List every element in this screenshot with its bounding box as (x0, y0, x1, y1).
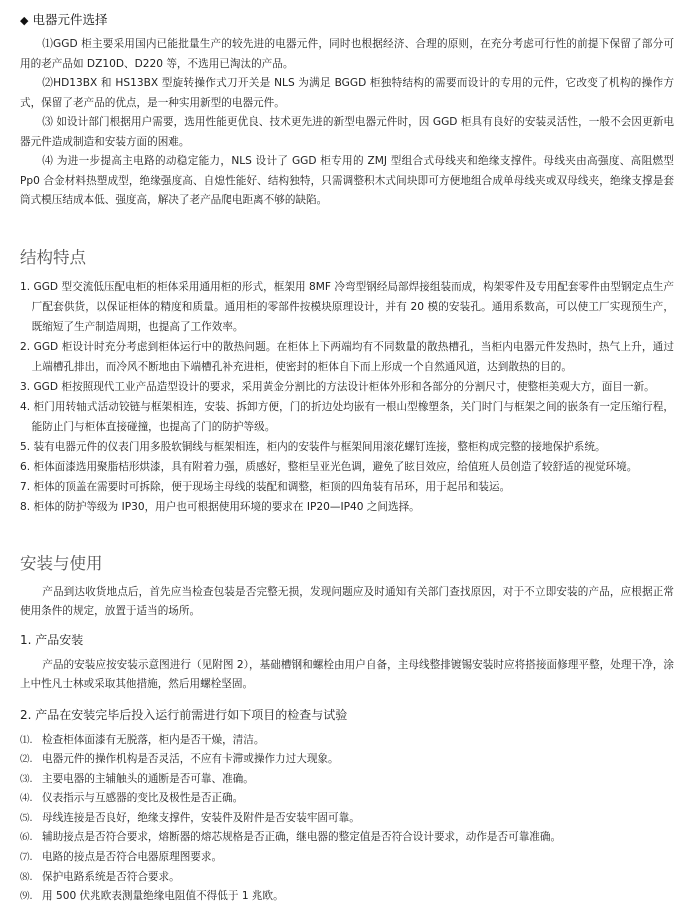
list-item: ⑷. 仪表指示与互感器的变比及极性是否正确。 (20, 792, 244, 805)
list-item: ⑴. 检查柜体面漆有无脱落，柜内是否干燥，清洁。 (20, 733, 265, 746)
list-item: ⑵. 电器元件的操作机构是否灵活，不应有卡滞或操作力过大现象。 (20, 753, 339, 766)
installation-intro: 产品到达收货地点后，首先应当检查包装是否完整无损，发现问题应及时通知有关部门查找原因，对于不立即安装的产品，应根据正常使用条件的规定，放置于适当的场所。 (20, 585, 674, 617)
structure-section (20, 247, 674, 517)
list-item: 1. GGD 型交流低压配电柜的柜体采用通用柜的形式，框架用 8MF 冷弯型钢经局部焊接组装而成，构架零件及专用配套零件由型钢定点生产厂配套供货，以保证柜体的精度和质量。通用柜的零部件按模块原理设计，并有 20 模的安装孔。通用系数高，可以使工厂实现预生产，既缩短了生产制造周期，也提高了工作效率。 (20, 280, 674, 333)
diamond-bullet-icon: ◆ (20, 14, 29, 27)
list-item: 2. GGD 柜设计时充分考虑到柜体运行中的散热问题。在柜体上下两端均有不同数量的散热槽孔，当柜内电器元件发热时，热气上升，通过上端槽孔排出，而冷风不断地由下端槽孔补充进柜，使密封的柜体自下而上形成一个自然通风道，达到散热的目的。 (20, 340, 674, 373)
paragraph: ⑷ 为进一步提高主电路的动稳定能力，NLS 设计了 GGD 柜专用的 ZMJ 型组合式母线夹和绝缘支撑件。母线夹由高强度、高阻燃型 Pp0 合金材料热塑成型，绝缘强度高、自熄性能好、结构独特，只需调整积木式间块即可方便地组合成单母线夹或双母线夹，绝缘支撑是套筒式模压结成本低、强度高，解决了老产品爬电距离不够的缺陷。 (20, 155, 674, 206)
list-item: 5. 装有电器元件的仪表门用多股软铜线与框架相连，柜内的安装件与框架间用滚花螺钉连接，整柜构成完整的接地保护系统。 (20, 440, 606, 453)
paragraph: ⑴GGD 柜主要采用国内已能批量生产的较先进的电器元件，同时也根据经济、合理的原则，在充分考虑可行性的前提下保留了部分可用的老产品如 DZ10D、D220 等，不选用已淘汰的产品。 (20, 38, 674, 70)
inspection-list (20, 731, 674, 907)
installation-section (20, 553, 674, 907)
list-item: 3. GGD 柜按照现代工业产品造型设计的要求，采用黄金分割比的方法设计柜体外形和各部分的分割尺寸，使整柜美观大方，面目一新。 (20, 380, 655, 393)
installation-heading: 安装与使用 (20, 553, 103, 573)
list-item: 6. 柜体面漆选用聚脂桔形烘漆，具有附着力强，质感好，整柜呈亚光色调，避免了眩目效应，给值班人员创造了较舒适的视觉环境。 (20, 460, 638, 473)
list-item: ⑼. 用 500 伏兆欧表测量绝缘电阻值不得低于 1 兆欧。 (20, 890, 284, 903)
product-installation-title: 1. 产品安装 (20, 632, 84, 647)
list-item: ⑹. 辅助接点是否符合要求，熔断器的熔芯规格是否正确，继电器的整定值是否符合设计要求，动作是否可靠准确。 (20, 831, 562, 844)
list-item: 4. 柜门用转轴式活动铰链与框架相连，安装、拆卸方便，门的折边处均嵌有一根山型橡塑条，关门时门与框架之间的嵌条有一定压缩行程，能防止门与柜体直接碰撞，也提高了门的防护等级。 (20, 400, 674, 433)
structure-list (20, 277, 674, 517)
list-item: ⑶. 主要电器的主辅触头的通断是否可靠、准确。 (20, 772, 254, 785)
list-item: ⑻. 保护电路系统是否符合要求。 (20, 870, 180, 883)
components-title: ◆ 电器元件选择 (20, 12, 108, 27)
components-section (20, 10, 674, 211)
paragraph: ⑶ 如设计部门根据用户需要，选用性能更优良、技术更先进的新型电器元件时，因 GGD 柜具有良好的安装灵活性，一般不会因更新电器元件造成制造和安装方面的困难。 (20, 116, 674, 148)
inspection-title: 2. 产品在安装完毕后投入运行前需进行如下项目的检查与试验 (20, 707, 348, 722)
list-item: ⑸. 母线连接是否良好，绝缘支撑件，安装件及附件是否安装牢固可靠。 (20, 811, 360, 824)
paragraph: ⑵HD13BX 和 HS13BX 型旋转操作式刀开关是 NLS 为满足 BGGD 柜独特结构的需要而设计的专用的元件，它改变了机构的操作方式，保留了老产品的优点，是一种实用新型的电器元件。 (20, 77, 674, 109)
list-item: 7. 柜体的顶盖在需要时可拆除，便于现场主母线的装配和调整，柜顶的四角装有吊环，用于起吊和装运。 (20, 480, 511, 493)
structure-heading: 结构特点 (20, 247, 86, 267)
list-item: 8. 柜体的防护等级为 IP30，用户也可根据使用环境的要求在 IP20—IP40 之间选择。 (20, 500, 420, 513)
product-installation-text: 产品的安装应按安装示意图进行（见附图 2），基础槽钢和螺栓由用户自备，主母线整排镀锡安装时应将搭接面修理平整，处理干净，涂上中性凡士林或采取其他措施，然后用螺栓坚固。 (20, 658, 674, 690)
list-item: ⑺. 电路的接点是否符合电器原理图要求。 (20, 851, 223, 864)
